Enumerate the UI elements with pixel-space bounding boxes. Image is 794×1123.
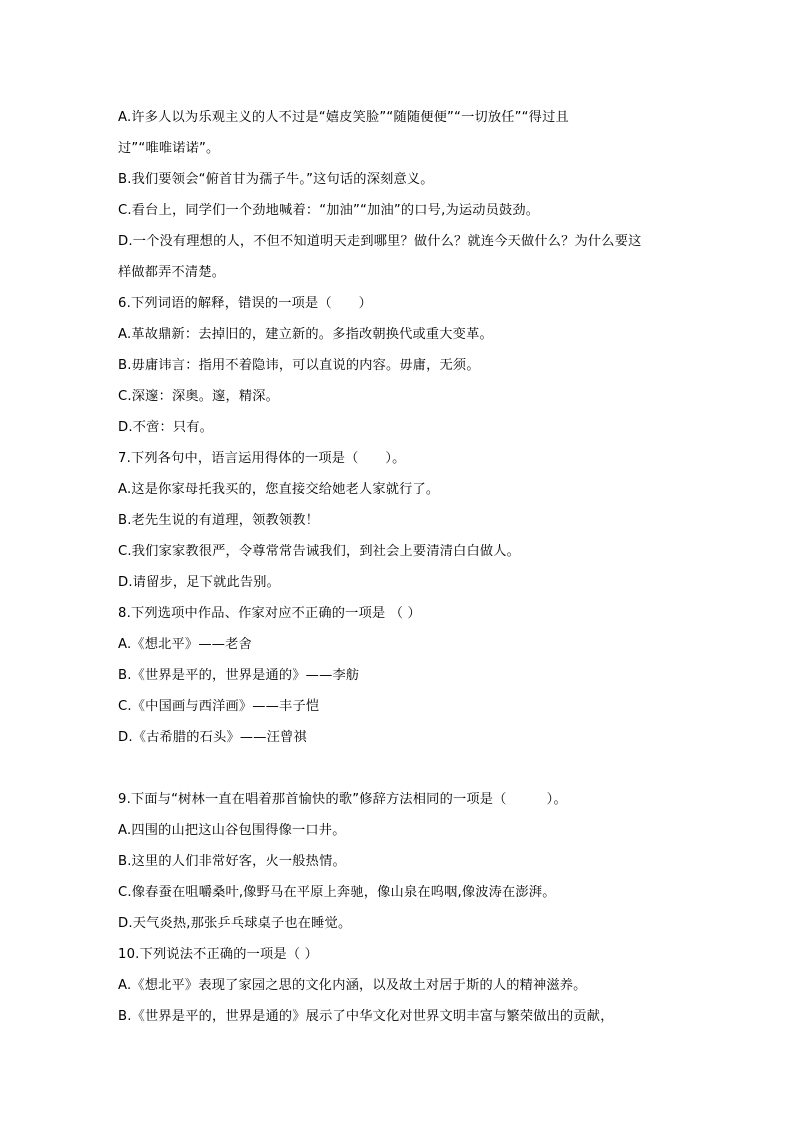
blank-line [118,753,678,784]
option-5a-line-2: 过”“唯唯诺诺”。 [118,141,220,156]
option-6b: B.毋庸讳言：指用不着隐讳，可以直说的内容。毋庸，无须。 [118,358,480,373]
question-8: 8.下列选项中作品、作家对应不正确的一项是 （ ） [118,606,421,621]
option-5d-line-2: 样做都弄不清楚。 [118,265,226,280]
question-6: 6.下列词语的解释，错误的一项是（ ） [118,296,372,311]
question-7: 7.下列各句中，语言运用得体的一项是（ ）。 [118,451,406,466]
option-10a: A.《想北平》表现了家园之思的文化内涵，以及故土对居于斯的人的精神滋养。 [118,978,587,993]
option-8c: C.《中国画与西洋画》——丰子恺 [118,699,320,714]
option-6a: A.革故鼎新：去掉旧的，建立新的。多指改朝换代或重大变革。 [118,327,493,342]
document-body [118,102,678,1032]
option-7c: C.我们家家教很严，令尊常常告诫我们，到社会上要清清白白做人。 [118,544,521,559]
option-8d: D.《古希腊的石头》——汪曾祺 [118,730,307,745]
option-5a-line-1: A.许多人以为乐观主义的人不过是“嬉皮笑脸”“随随便便”“一切放任”“得过且 [118,110,569,125]
option-9a: A.四围的山把这山谷包围得像一口井。 [118,823,346,838]
option-9d: D.天气炎热,那张乒乓球桌子也在睡觉。 [118,916,352,931]
option-5b: B.我们要领会“俯首甘为孺子牛。”这句话的深刻意义。 [118,172,434,187]
option-8b: B.《世界是平的，世界是通的》——李舫 [118,668,360,683]
option-9b: B.这里的人们非常好客，火一般热情。 [118,854,346,869]
option-10b: B.《世界是平的，世界是通的》展示了中华文化对世界文明丰富与繁荣做出的贡献， [118,1009,614,1024]
option-5d-line-1: D.一个没有理想的人，不但不知道明天走到哪里？做什么？就连今天做什么？为什么要这 [118,234,642,249]
question-10: 10.下列说法不正确的一项是（ ） [118,947,319,962]
option-5c: C.看台上，同学们一个劲地喊着：“加油”“加油”的口号,为运动员鼓劲。 [118,203,540,218]
option-7a: A.这是你家母托我买的，您直接交给她老人家就行了。 [118,482,440,497]
option-6d: D.不啻：只有。 [118,420,214,435]
option-9c: C.像春蚕在咀嚼桑叶,像野马在平原上奔驰，像山泉在呜咽,像波涛在澎湃。 [118,885,556,900]
option-8a: A.《想北平》——老舍 [118,637,252,652]
question-9: 9.下面与“树林一直在唱着那首愉快的歌”修辞方法相同的一项是（ ）。 [118,792,567,807]
option-7b: B.老先生说的有道理，领教领教！ [118,513,320,528]
option-7d: D.请留步，足下就此告别。 [118,575,281,590]
option-6c: C.深邃：深奥。邃，精深。 [118,389,280,404]
